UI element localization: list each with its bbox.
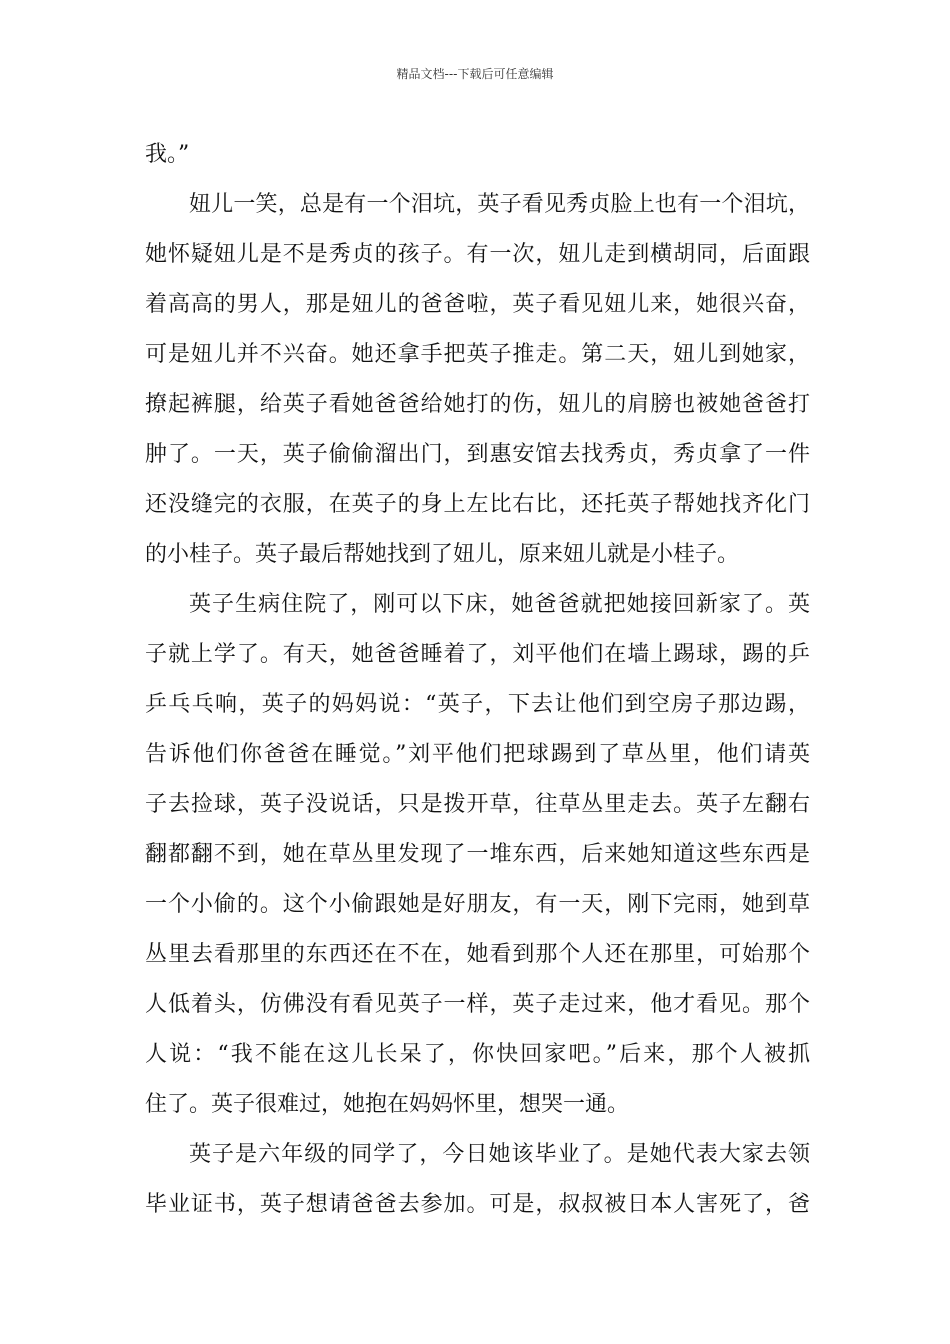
text-line: 还没缝完的衣服，在英子的身上左比右比，还托英子帮她找齐化门 (145, 492, 810, 517)
text-line: 翻都翻不到，她在草丛里发现了一堆东西，后来她知道这些东西是 (145, 842, 810, 867)
text-line: 肿了。一天，英子偷偷溜出门，到惠安馆去找秀贞，秀贞拿了一件 (145, 442, 810, 467)
text-line: 她怀疑妞儿是不是秀贞的孩子。有一次，妞儿走到横胡同，后面跟 (145, 242, 810, 267)
body-text (145, 130, 810, 1230)
text-line: 撩起裤腿，给英子看她爸爸给她打的伤，妞儿的肩膀也被她爸爸打 (145, 392, 810, 417)
text-line: 人低着头，仿佛没有看见英子一样，英子走过来，他才看见。那个 (145, 992, 810, 1017)
text-line: 子就上学了。有天，她爸爸睡着了，刘平他们在墙上踢球，踢的乒 (145, 642, 810, 667)
text-line: 着高高的男人，那是妞儿的爸爸啦，英子看见妞儿来，她很兴奋， (145, 292, 810, 317)
text-line: 英子是六年级的同学了，今日她该毕业了。是她代表大家去领 (189, 1142, 810, 1167)
text-line: 可是妞儿并不兴奋。她还拿手把英子推走。第二天，妞儿到她家， (145, 342, 810, 367)
text-line: 妞儿一笑，总是有一个泪坑，英子看见秀贞脸上也有一个泪坑， (189, 192, 810, 217)
text-line: 毕业证书，英子想请爸爸去参加。可是，叔叔被日本人害死了，爸 (145, 1192, 810, 1217)
page-header: 精品文档---下载后可任意编辑 (396, 67, 554, 81)
text-line: 我。” (145, 142, 190, 167)
text-line: 人说：“我不能在这儿长呆了，你快回家吧。”后来，那个人被抓 (145, 1042, 810, 1067)
text-line: 一个小偷的。这个小偷跟她是好朋友，有一天，刚下完雨，她到草 (145, 892, 810, 917)
text-line: 的小桂子。英子最后帮她找到了妞儿，原来妞儿就是小桂子。 (145, 542, 740, 567)
text-line: 英子生病住院了，刚可以下床，她爸爸就把她接回新家了。英 (189, 592, 810, 617)
text-line: 住了。英子很难过，她抱在妈妈怀里，想哭一通。 (145, 1092, 630, 1117)
text-line: 乒乓乓响，英子的妈妈说：“英子，下去让他们到空房子那边踢， (145, 692, 810, 717)
text-line: 子去捡球，英子没说话，只是拨开草，往草丛里走去。英子左翻右 (145, 792, 810, 817)
text-line: 丛里去看那里的东西还在不在，她看到那个人还在那里，可始那个 (145, 942, 810, 967)
text-line: 告诉他们你爸爸在睡觉。”刘平他们把球踢到了草丛里，他们请英 (145, 742, 810, 767)
